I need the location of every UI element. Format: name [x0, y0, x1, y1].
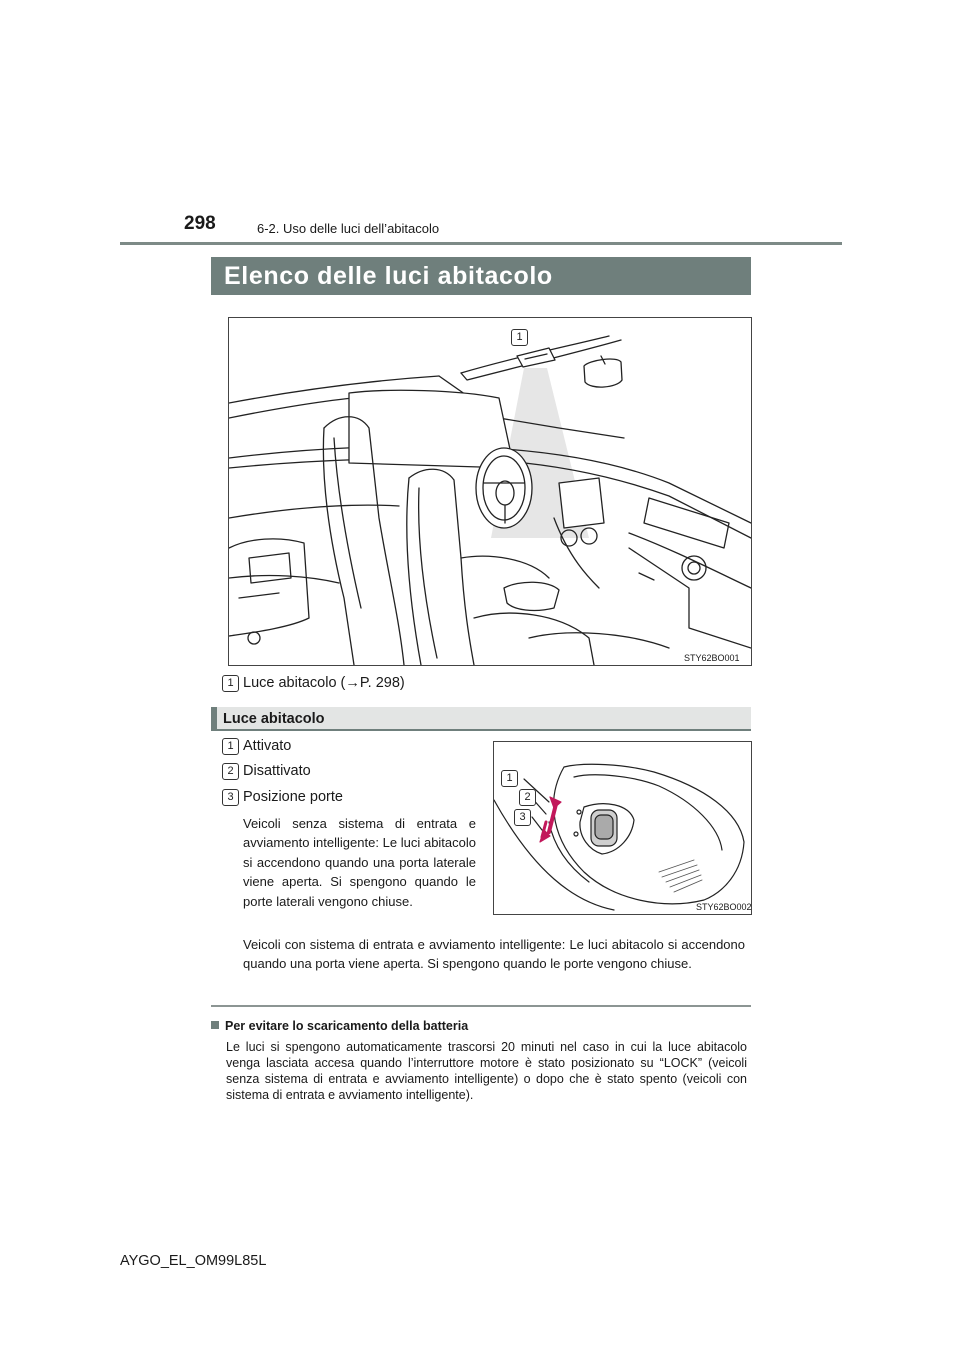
figure2-callout-1: 1 — [501, 770, 518, 787]
interior-illustration — [228, 317, 752, 666]
legend-text: Luce abitacolo (→P. 298) — [243, 675, 405, 691]
dome-light-drawing — [494, 742, 751, 914]
paragraph-with-smart-entry: Veicoli con sistema di entrata e avviamento intelligente: Le luci abitacolo si accendono quando una porta viene aperta. Si spengono quando le porte vengono chiuse. — [243, 937, 745, 972]
note-divider — [211, 1005, 751, 1007]
figure2-callout-3: 3 — [514, 809, 531, 826]
section-reference: 6-2. Uso delle luci dell’abitacolo — [257, 221, 440, 236]
item-number-1: 1 — [222, 738, 239, 755]
note-bullet-icon — [211, 1021, 219, 1029]
page-title: Elenco delle luci abitacolo — [211, 257, 751, 295]
note-text: Le luci si spengono automaticamente trascorsi 20 minuti nel caso in cui la luce abitacolo venga lasciata accesa quando l’interruttore motore è stato posizionato su “LOCK” (veicoli senza sistema di entrata e avviamento intelligente) o dopo che è stato spento (veicoli con sistema di entrata e avviamento intelligente). — [226, 1040, 747, 1102]
figure2-callout-2: 2 — [519, 789, 536, 806]
figure-code: STY62BO001 — [684, 653, 740, 663]
item-label-off: Disattivato — [243, 763, 311, 779]
item-label-on: Attivato — [243, 738, 292, 754]
subsection-accent — [211, 707, 217, 731]
car-interior-drawing — [229, 318, 751, 665]
item-number-2: 2 — [222, 763, 239, 780]
figure-callout-1: 1 — [511, 329, 528, 346]
note-heading — [211, 1019, 468, 1033]
dome-light-switch-illustration — [493, 741, 752, 915]
page-number: 298 — [184, 213, 216, 234]
header-divider — [120, 242, 842, 245]
subsection-title: Luce abitacolo — [223, 711, 325, 727]
paragraph-without-smart-entry: Veicoli senza sistema di entrata e avviamento intelligente: Le luci abitacolo si accendono quando una porta laterale viene aperta. Si spengono quando le porte laterali vengono chiuse. — [243, 816, 476, 909]
item-number-3: 3 — [222, 789, 239, 806]
note-heading-text: Per evitare lo scaricamento della batteria — [225, 1019, 469, 1033]
figure2-code: STY62BO002 — [696, 902, 752, 912]
document-code: AYGO_EL_OM99L85L — [120, 1253, 267, 1269]
item-label-door: Posizione porte — [243, 789, 343, 805]
legend-number: 1 — [222, 675, 239, 692]
